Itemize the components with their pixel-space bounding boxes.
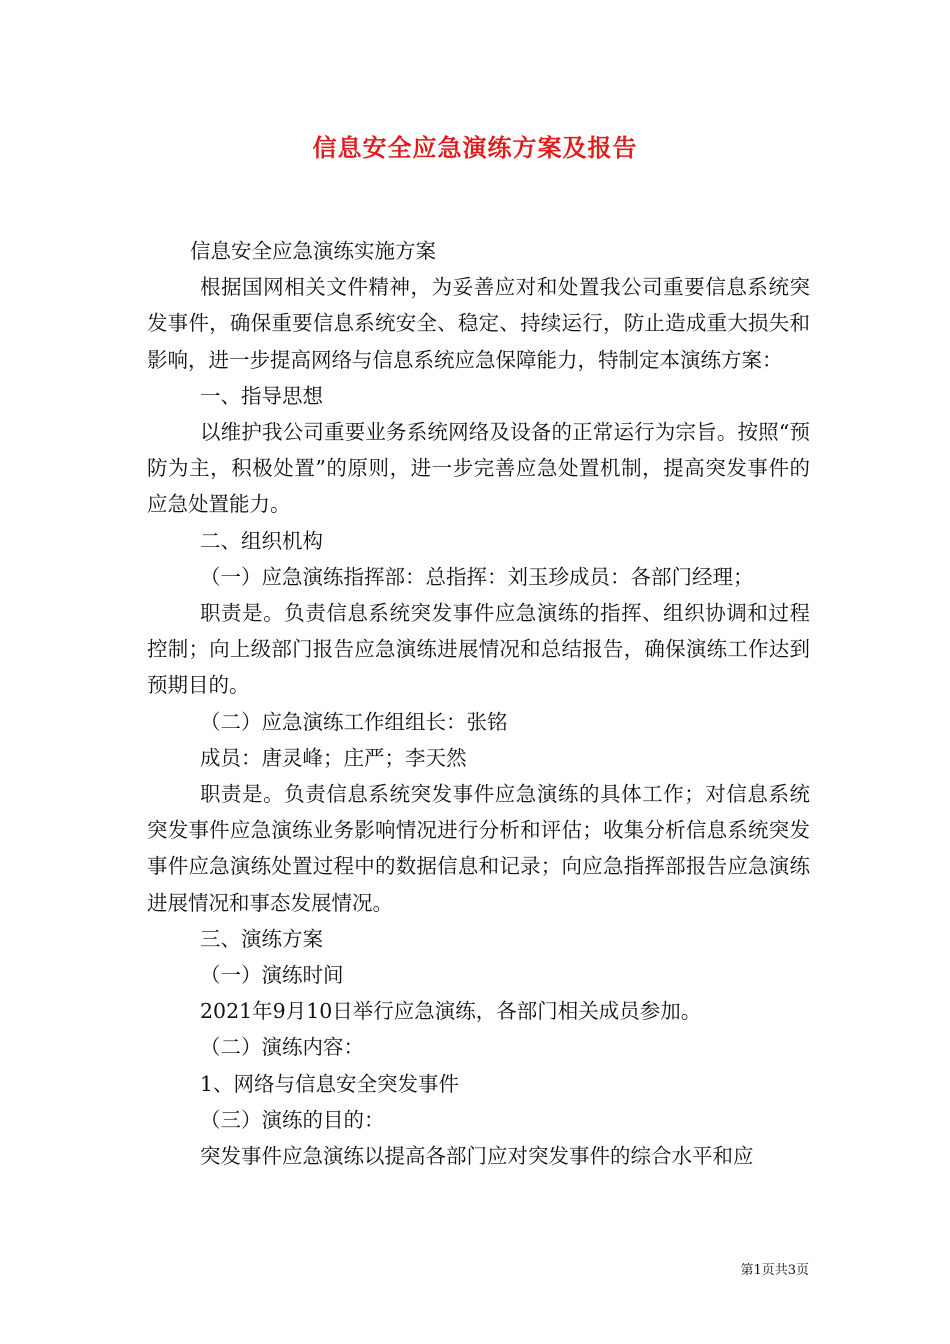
paragraph-drill-purpose-heading: （三）演练的目的： [200, 1107, 385, 1132]
paragraph-drill-purpose: 突发事件应急演练以提高各部门应对突发事件的综合水平和应 [200, 1144, 754, 1169]
paragraph-command-duties: 职责是。负责信息系统突发事件应急演练的指挥、组织协调和过程控制；向上级部门报告应急演练进展情况和总结报告，确保演练工作达到预期目的。 [147, 601, 810, 698]
section-heading-drill-plan: 三、演练方案 [200, 926, 323, 951]
section-heading-organization: 二、组织机构 [200, 528, 323, 553]
document-title: 信息安全应急演练方案及报告 [312, 133, 638, 162]
paragraph-plan-heading: 信息安全应急演练实施方案 [190, 239, 436, 263]
paragraph-intro: 根据国网相关文件精神，为妥善应对和处置我公司重要信息系统突发事件，确保重要信息系统安全、稳定、持续运行，防止造成重大损失和影响，进一步提高网络与信息系统应急保障能力，特制定本演练方案： [147, 275, 810, 372]
document-body [147, 233, 810, 1174]
paragraph-drill-content: 1、网络与信息安全突发事件 [200, 1071, 460, 1096]
paragraph-drill-time-heading: （一）演练时间 [200, 963, 344, 988]
section-heading-guiding-ideology: 一、指导思想 [200, 383, 323, 408]
paragraph-drill-time: 2021年9月10日举行应急演练，各部门相关成员参加。 [200, 999, 702, 1024]
paragraph-drill-content-heading: （二）演练内容： [200, 1035, 364, 1060]
paragraph-work-group: （二）应急演练工作组组长：张铭 [200, 709, 508, 734]
paragraph-work-group-duties: 职责是。负责信息系统突发事件应急演练的具体工作；对信息系统突发事件应急演练业务影响情况进行分析和评估；收集分析信息系统突发事件应急演练处置过程中的数据信息和记录；向应急指挥部报告应急演练进展情况和事态发展情况。 [147, 782, 810, 915]
paragraph-command-center: （一）应急演练指挥部：总指挥：刘玉珍成员：各部门经理； [200, 564, 754, 589]
paragraph-guiding-ideology: 以维护我公司重要业务系统网络及设备的正常运行为宗旨。按照“预防为主，积极处置”的原则，进一步完善应急处置机制，提高突发事件的应急处置能力。 [147, 420, 810, 517]
paragraph-work-group-members: 成员：唐灵峰；庄严；李天然 [200, 745, 467, 770]
page-number: 第1页共3页 [740, 1263, 809, 1278]
